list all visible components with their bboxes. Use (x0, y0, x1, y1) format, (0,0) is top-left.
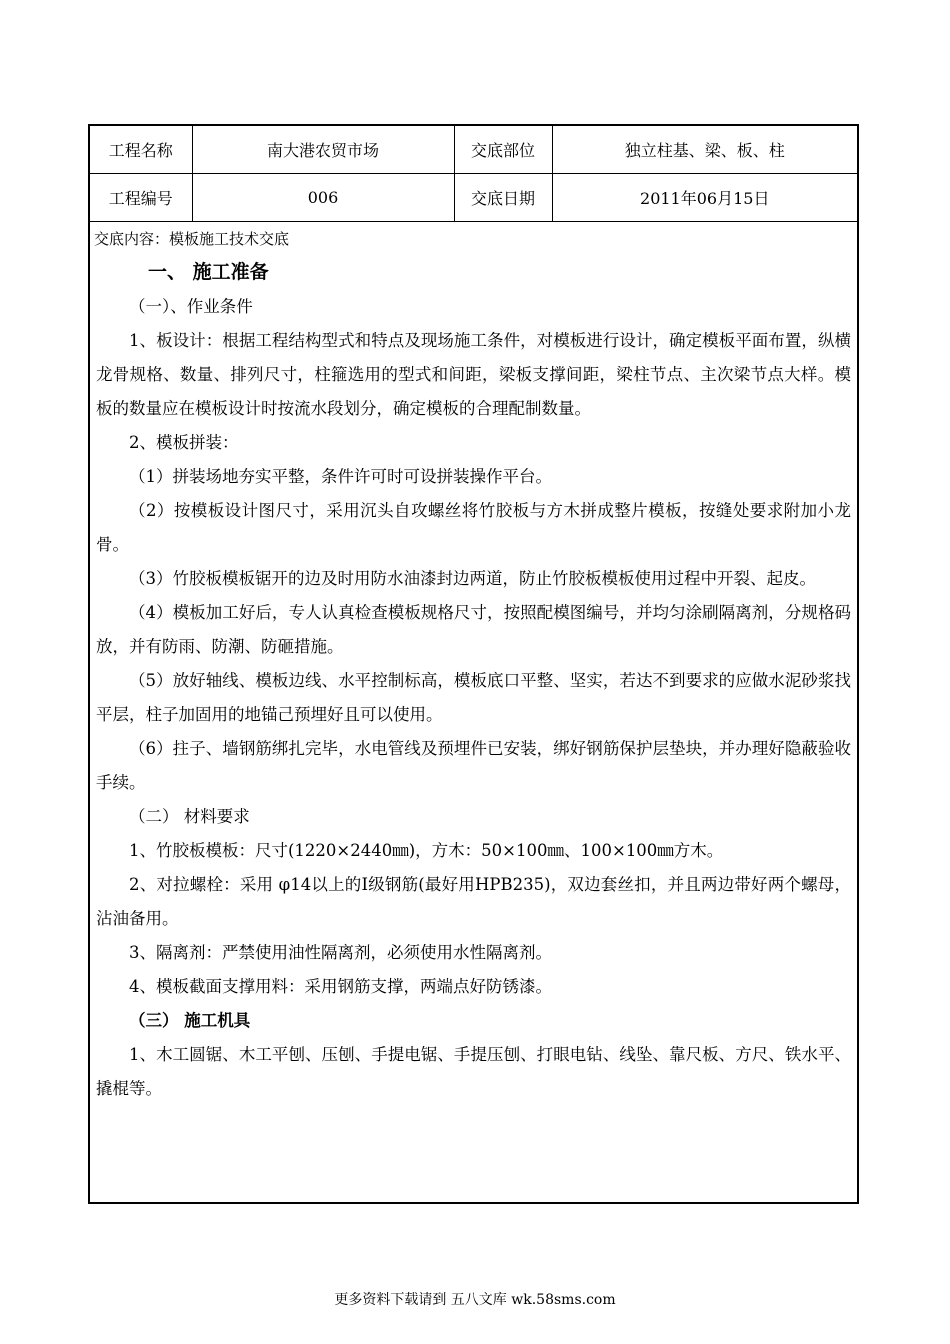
disclosure-date-label: 交底日期 (454, 174, 552, 222)
paragraph: （6）拄子、墙钢筋绑扎完毕，水电管线及预埋件已安装，绑好钢筋保护层垫块，并办理好隐蔽验收手续。 (96, 739, 851, 792)
section-heading-1: 一、 施工准备 (148, 261, 269, 283)
paragraph: 1、木工圆锯、木工平刨、压刨、手提电锯、手提压刨、打眼电钻、线坠、靠尺板、方尺、铁水平、撬棍等。 (96, 1045, 851, 1098)
disclosure-part-label: 交底部位 (454, 126, 552, 174)
paragraph: 1、板设计：根据工程结构型式和特点及现场施工条件，对模板进行设计，确定模板平面布置，纵横龙骨规格、数量、排列尺寸，柱箍选用的型式和间距，梁板支撑间距，梁柱节点、主次梁节点大样。模板的数量应在模板设计时按流水段划分，确定模板的合理配制数量。 (96, 331, 851, 418)
paragraph: （1）拼装场地夯实平整，条件许可时可设拼装操作平台。 (129, 467, 552, 486)
disclosure-date-value: 2011年06月15日 (552, 174, 857, 222)
paragraph: （3）竹胶板模板锯开的边及时用防水油漆封边两道，防止竹胶板模板使用过程中开裂、起皮。 (129, 569, 816, 588)
footer-text: 更多资料下载请到 五八文库 wk.58sms.com (334, 1292, 616, 1308)
content-area (90, 222, 857, 1202)
paragraph: 4、模板截面支撑用料：采用钢筋支撑，两端点好防锈漆。 (129, 977, 552, 996)
subsection-heading: （一）、作业条件 (129, 297, 253, 316)
content-body (96, 254, 851, 1106)
paragraph: （5）放好轴线、模板边线、水平控制标高，模板底口平整、坚实，若达不到要求的应做水泥砂浆找平层，柱子加固用的地锚己预埋好且可以使用。 (96, 671, 851, 724)
subsection-heading: （二） 材料要求 (129, 807, 250, 826)
content-intro: 交底内容：模板施工技术交底 (94, 230, 290, 248)
project-number-label: 工程编号 (90, 174, 192, 222)
disclosure-form (88, 124, 859, 1204)
paragraph: 2、对拉螺栓：采用 φ14以上的Ⅰ级钢筋(最好用HPB235)，双边套丝扣，并且两边带好两个螺母，沾油备用。 (96, 875, 851, 928)
project-name-label: 工程名称 (90, 126, 192, 174)
paragraph: （2）按模板设计图尺寸，采用沉头自攻螺丝将竹胶板与方木拼成整片模板，按缝处要求附加小龙骨。 (96, 501, 851, 554)
header-row-project (90, 126, 857, 174)
header-table (90, 126, 857, 222)
paragraph: 2、模板拼装： (129, 433, 239, 452)
disclosure-part-value: 独立柱基、梁、板、柱 (552, 126, 857, 174)
header-row-number (90, 174, 857, 222)
paragraph: （4）模板加工好后，专人认真检查模板规格尺寸，按照配模图编号，并均匀涂刷隔离剂，分规格码放，并有防雨、防潮、防砸措施。 (96, 603, 851, 656)
paragraph: 3、隔离剂：严禁使用油性隔离剂，必须使用水性隔离剂。 (129, 943, 552, 962)
paragraph: 1、竹胶板模板：尺寸(1220×2440㎜)，方木：50×100㎜、100×100㎜方木。 (129, 841, 724, 860)
project-number-value: 006 (192, 174, 454, 222)
subsection-heading: （三） 施工机具 (129, 1011, 251, 1030)
project-name-value: 南大港农贸市场 (192, 126, 454, 174)
